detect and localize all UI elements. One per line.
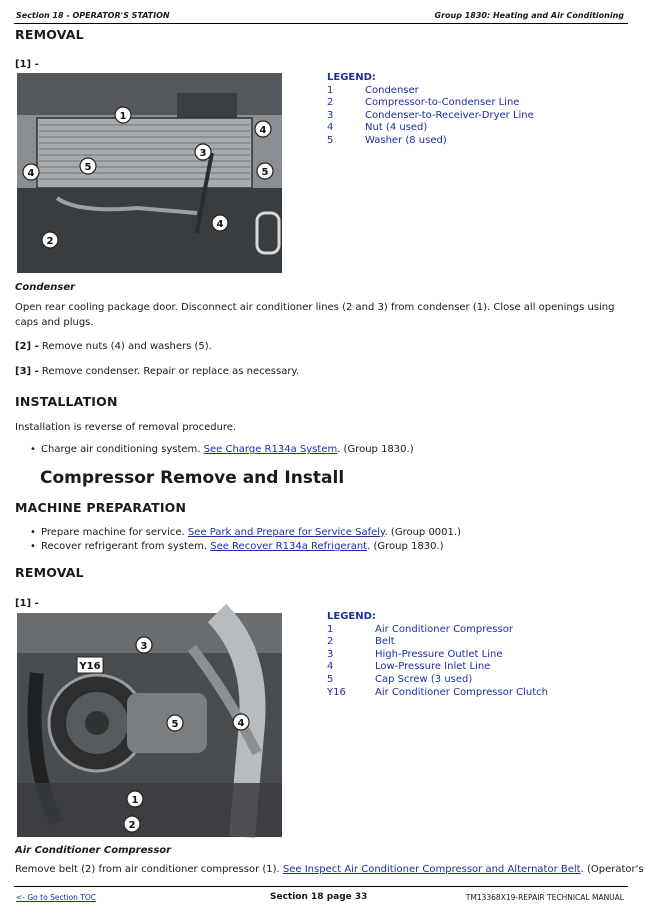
- legend-item: 5 Cap Screw (3 used): [327, 673, 473, 685]
- header-divider: [14, 23, 628, 24]
- park-prepare-link[interactable]: See Park and Prepare for Service Safely: [187, 527, 385, 538]
- callout-1: 1: [131, 795, 139, 806]
- callout-5a: 5: [84, 162, 92, 173]
- legend-title: LEGEND:: [327, 72, 376, 83]
- header-group: Group 1830: Heating and Air Conditioning: [434, 11, 624, 20]
- removal-heading: REMOVAL: [15, 27, 84, 42]
- compressor-caption: Air Conditioner Compressor: [15, 845, 172, 856]
- condenser-caption: Condenser: [15, 282, 76, 293]
- machine-prep-heading: MACHINE PREPARATION: [15, 500, 187, 515]
- step-2: [2] - Remove nuts (4) and washers (5).: [15, 341, 212, 352]
- inspect-belt-link[interactable]: See Inspect Air Conditioner Compressor and Alternator Belt: [282, 864, 581, 875]
- legend-item: 1 Air Conditioner Compressor: [327, 623, 513, 635]
- manual-title: TM13368X19-REPAIR TECHNICAL MANUAL: [465, 893, 624, 902]
- callout-3: 3: [199, 148, 207, 159]
- callout-3: 3: [140, 641, 148, 652]
- compressor-step-1-label: [1] -: [15, 598, 39, 609]
- compressor-legend: [327, 611, 548, 699]
- footer-divider: [14, 886, 628, 887]
- compressor-illustration: [17, 613, 282, 837]
- installation-text: Installation is reverse of removal procedure.: [15, 422, 237, 433]
- prep-bullet-1: • Prepare machine for service. See Park and Prepare for Service Safely. (Group 0001.): [41, 526, 461, 540]
- compressor-instructions: Remove belt (2) from air conditioner compressor (1). See Inspect Air Conditioner Compressor and Alternator Belt. (Operator's: [15, 864, 644, 875]
- callout-4: 4: [237, 718, 245, 729]
- callout-2: 2: [128, 820, 136, 831]
- legend-item: 3 High-Pressure Outlet Line: [327, 648, 503, 660]
- recover-refrigerant-link[interactable]: See Recover R134a Refrigerant: [210, 541, 368, 552]
- callout-5: 5: [171, 719, 179, 730]
- callout-4b: 4: [27, 168, 35, 179]
- callout-4c: 4: [216, 219, 224, 230]
- legend-item: 2 Belt: [327, 636, 395, 648]
- legend-item: 5 Washer (8 used): [327, 134, 447, 146]
- header-section: Section 18 - OPERATOR'S STATION: [16, 11, 170, 20]
- compressor-removal-heading: REMOVAL: [15, 565, 84, 580]
- callout-1: 1: [119, 111, 127, 122]
- installation-bullet: • Charge air conditioning system. See Charge R134a System. (Group 1830.): [41, 443, 414, 457]
- legend-item: Y16 Air Conditioner Compressor Clutch: [327, 686, 548, 698]
- callout-y16: Y16: [79, 661, 101, 672]
- section-toc-link[interactable]: <- Go to Section TOC: [16, 893, 97, 902]
- page-number: Section 18 page 33: [270, 892, 368, 902]
- legend-item: 4 Low-Pressure Inlet Line: [327, 661, 491, 673]
- legend-item: 1 Condenser: [327, 84, 419, 96]
- legend-item: 2 Compressor-to-Condenser Line: [327, 97, 520, 109]
- callout-5b: 5: [261, 167, 269, 178]
- callout-2: 2: [46, 236, 54, 247]
- charge-system-link[interactable]: See Charge R134a System: [203, 444, 338, 455]
- step-1-label: [1] -: [15, 59, 39, 70]
- compressor-figure: [17, 613, 282, 837]
- prep-bullet-2: • Recover refrigerant from system. See Recover R134a Refrigerant. (Group 1830.): [41, 540, 444, 554]
- callout-4a: 4: [259, 125, 267, 136]
- condenser-instructions: Open rear cooling package door. Disconnect air conditioner lines (2 and 3) from condenser (1). Close all openings using caps and plugs.: [15, 302, 615, 328]
- legend-title: LEGEND:: [327, 611, 376, 622]
- legend-item: 4 Nut (4 used): [327, 122, 428, 134]
- compressor-title: Compressor Remove and Install: [40, 468, 345, 488]
- condenser-figure: [17, 73, 282, 273]
- condenser-illustration: [17, 73, 282, 273]
- legend-item: 3 Condenser-to-Receiver-Dryer Line: [327, 109, 534, 121]
- step-3: [3] - Remove condenser. Repair or replace as necessary.: [15, 366, 300, 377]
- installation-heading: INSTALLATION: [15, 394, 118, 409]
- condenser-legend: [327, 72, 534, 148]
